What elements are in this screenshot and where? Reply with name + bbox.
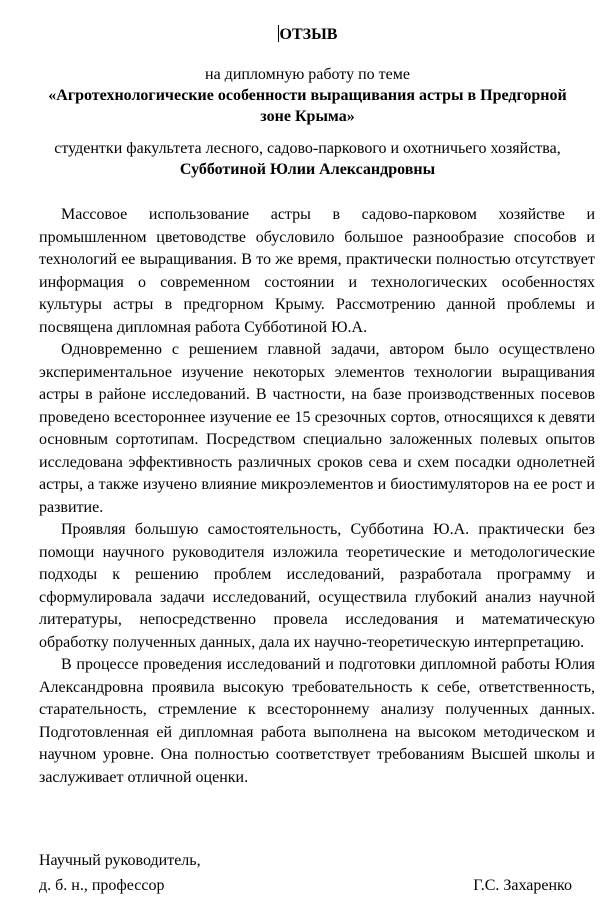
paragraph-4: В процессе проведения исследований и подготовки дипломной работы Юлия Александровна проявила высокую требовательность к себе, ответственность, старательность, стремление к всестороннему анализу полученных данных. Подготовленная ей дипломная работа выполнена на высоком методическом и научном уровне. Она полностью соответствует требованиям Высшей школы и заслуживает отличной оценки. xyxy=(39,656,595,786)
topic-line-1: «Агротехнологические особенности выращивания астры в Предгорной xyxy=(48,87,567,104)
document-title-text: ОТЗЫВ xyxy=(279,26,338,43)
paragraph-3: Проявляя большую самостоятельность, Субботина Ю.А. практически без помощи научного руководителя изложила теоретические и методологические подходы к решению проблем исследований, разработала программу и сформулировала задачи исследований, осуществила глубокий анализ научной литературы, непосредственно провела исследования и математическую обработку полученных данных, дала их научно-теоретическую интерпретацию. xyxy=(39,521,595,651)
supervisor-degree: д. б. н., профессор xyxy=(39,877,165,894)
document-body xyxy=(39,204,595,789)
topic-line-2: зоне Крыма» xyxy=(260,108,355,125)
student-name: Субботиной Юлии Александровны xyxy=(179,161,436,178)
student-line: студентки факультета лесного, садово-паркового и охотничьего хозяйства, xyxy=(54,140,561,157)
supervisor-name: Г.С. Захаренко xyxy=(473,877,572,894)
paragraph-2: Одновременно с решением главной задачи, автором было осуществлено экспериментальное изучение некоторых элементов технологии выращивания астры в районе исследований. В частности, на базе производственных посевов проведено всестороннее изучение ее 15 срезочных сортов, относящихся к девяти основным сортотипам. Посредством специально заложенных полевых опытов исследована эффективность различных сроков сева и схем посадки однолетней астры, а также изучено влияние микроэлементов и биостимуляторов на ее рост и развитие. xyxy=(39,341,595,516)
text-cursor xyxy=(278,25,279,42)
document-subtitle: на дипломную работу по теме xyxy=(205,66,410,83)
document-title xyxy=(0,25,615,45)
paragraph-1: Массовое использование астры в садово-парковом хозяйстве и промышленном цветоводстве обусловило большое разнообразие способов и технологий ее выращивания. В то же время, практически полностью отсутствует информация о современном состоянии и технологических особенностях культуры астры в предгорном Крыму. Рассмотрению данной проблемы и посвящена дипломная работа Субботиной Ю.А. xyxy=(39,206,595,336)
supervisor-role: Научный руководитель, xyxy=(39,852,201,869)
